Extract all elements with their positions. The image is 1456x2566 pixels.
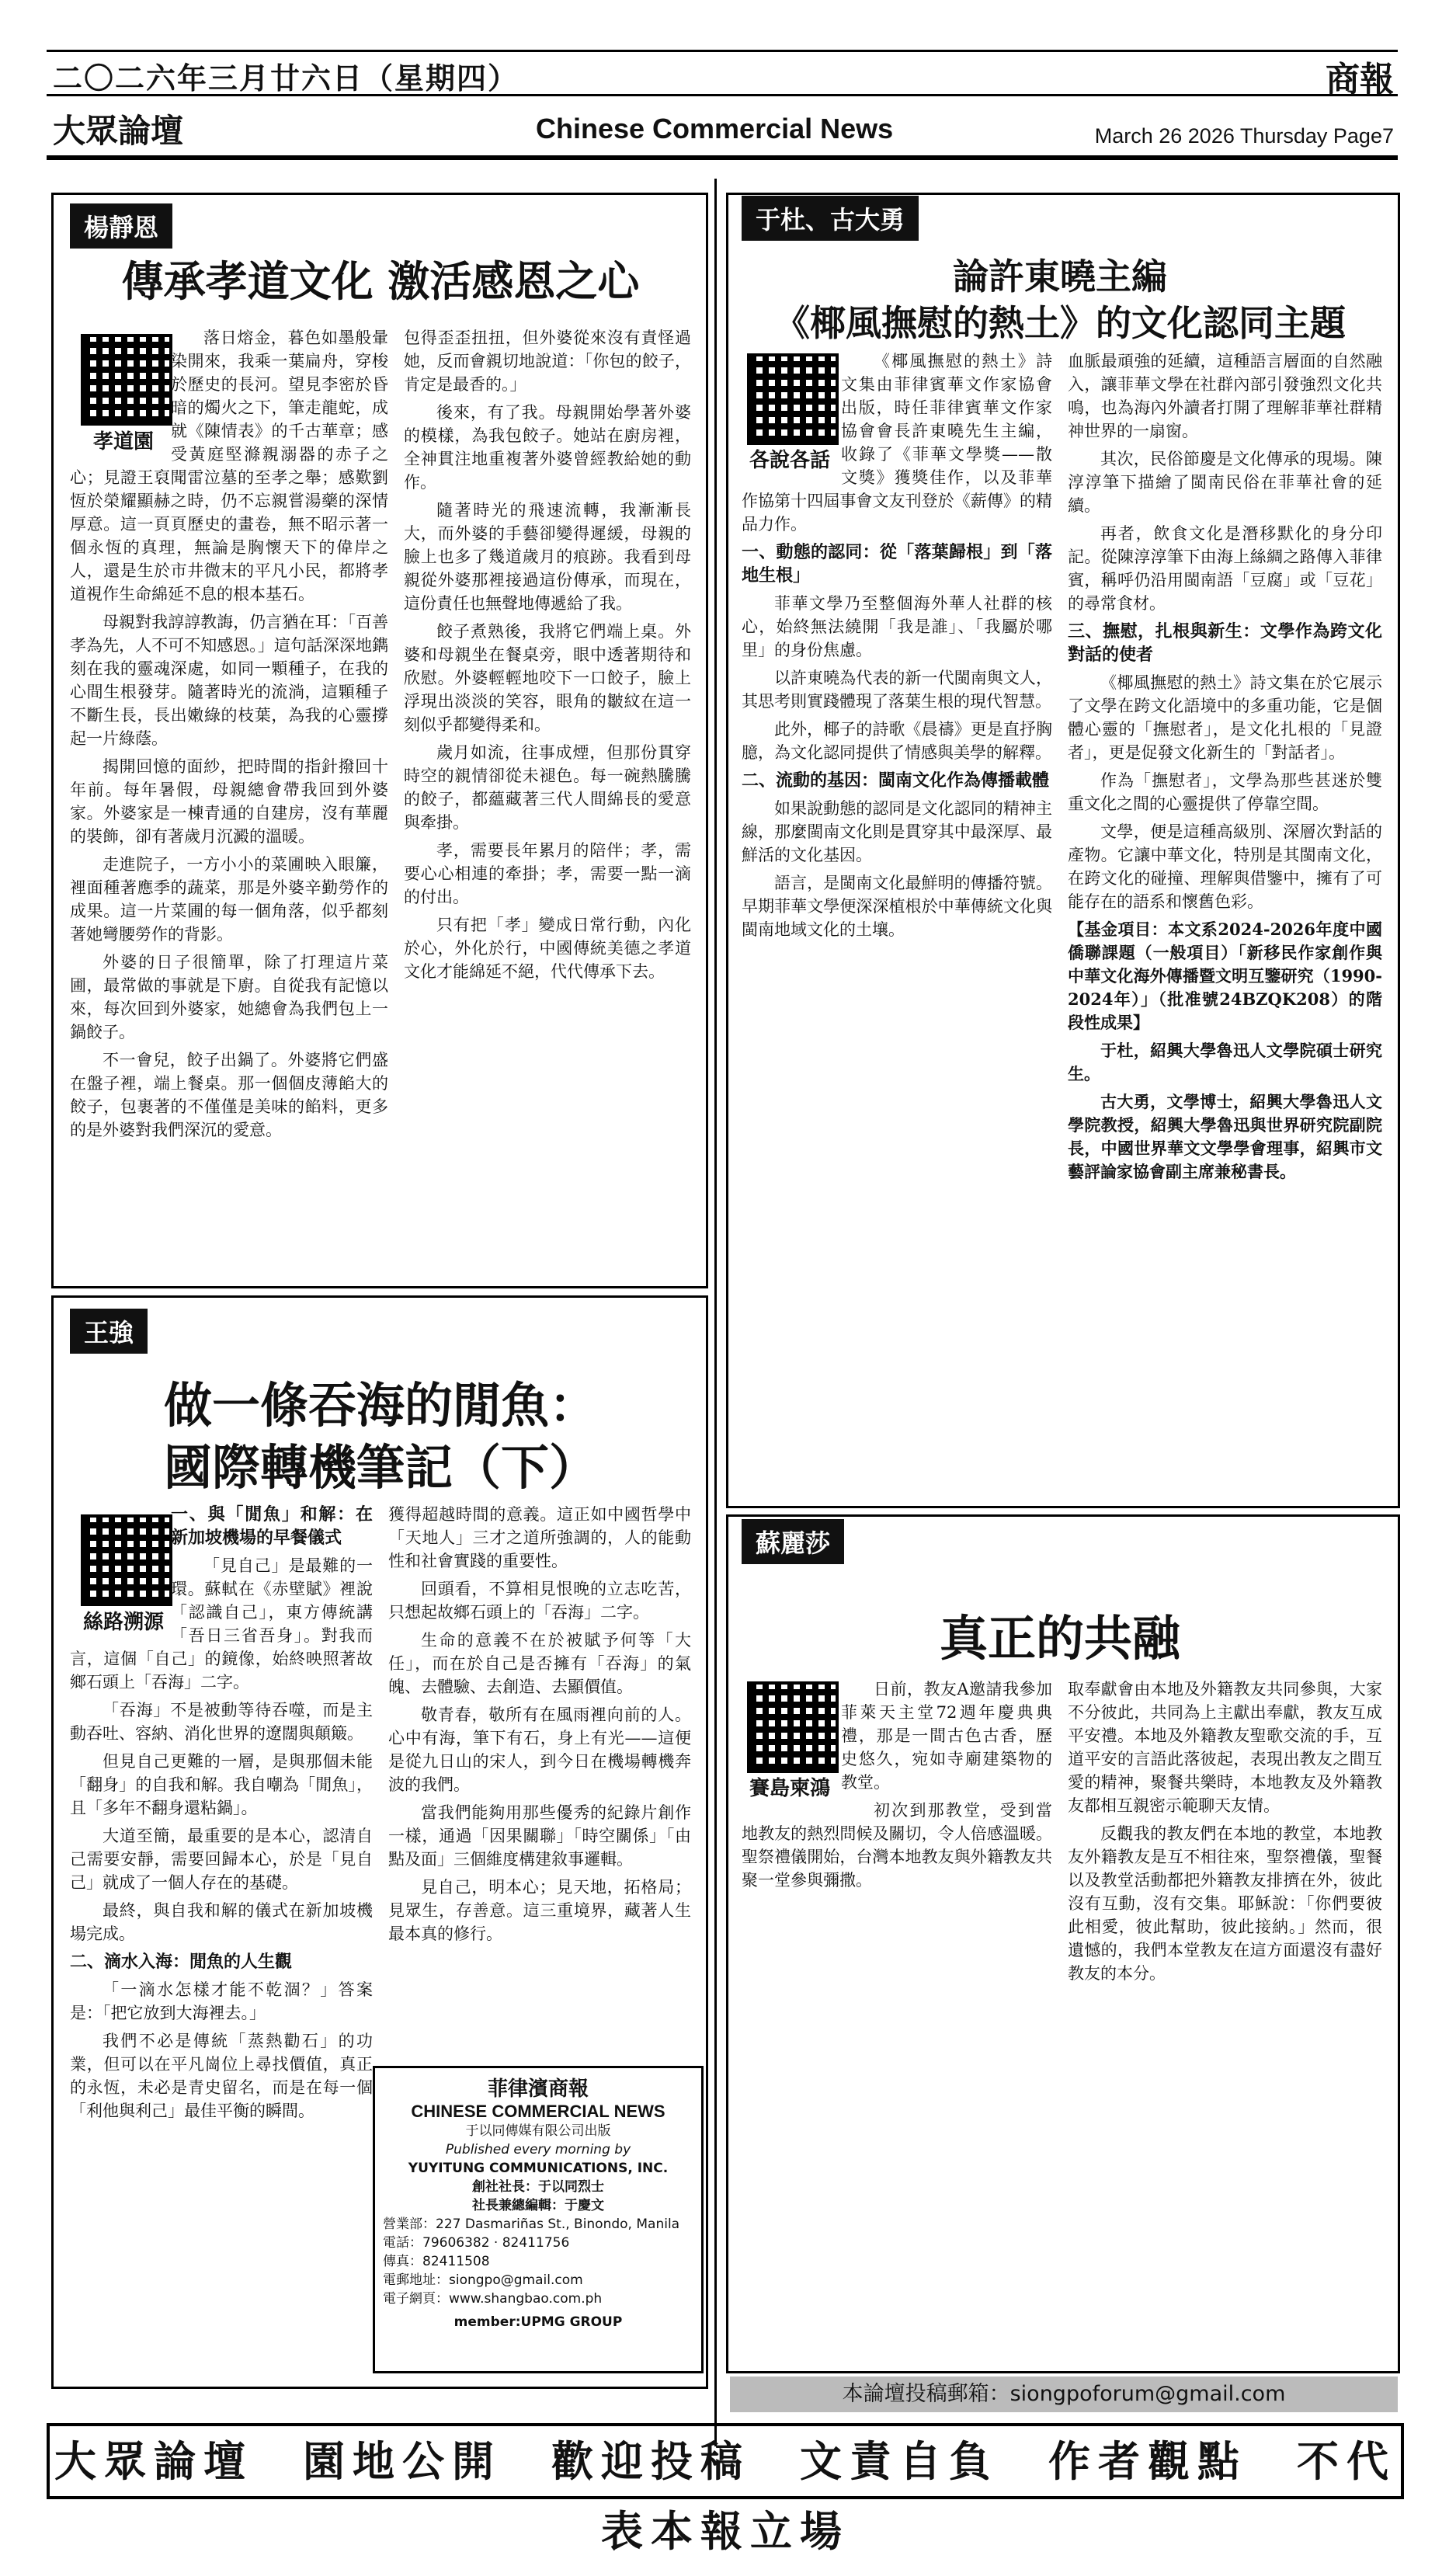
paragraph: 「見自己」是最難的一環。蘇軾在《赤壁賦》裡說「認識自己」，東方傳統講「吾日三省吾身」。對我而言，這個「自己」的鏡像，始終映照著故鄉石頭上「吞海」二字。 bbox=[70, 1556, 373, 1692]
article-2-qr-label: 絲路溯源 bbox=[82, 1611, 164, 1634]
article-2-body-left bbox=[70, 1503, 373, 2373]
english-paper-name: Chinese Commercial News bbox=[536, 113, 894, 144]
header-rule bbox=[47, 155, 1398, 160]
footer-slogan-bar: 大眾論壇 園地公開 歡迎投稿 文責自負 作者觀點 不代表本報立場 bbox=[47, 2423, 1404, 2499]
paragraph: 血脈最頑強的延續，這種語言層面的自然融入，讓菲華文學在社群內部引發強烈文化共鳴，也為海內外讀者打開了理解菲華社群精神世界的一扇窗。 bbox=[1068, 352, 1382, 440]
paragraph: 最終，與自我和解的儀式在新加坡機場完成。 bbox=[70, 1901, 373, 1943]
paragraph: 其次，民俗節慶是文化傳承的現場。陳淳淳筆下描繪了閩南民俗在菲華社會的延續。 bbox=[1068, 450, 1382, 515]
masthead-company: YUYITUNG COMMUNICATIONS, INC. bbox=[408, 2161, 669, 2176]
masthead-title: 菲律濱商報 bbox=[487, 2077, 589, 2101]
page-info: March 26 2026 Thursday Page7 bbox=[1094, 124, 1394, 148]
paragraph: 母親對我諄諄教誨，仍言猶在耳：「百善孝為先，人不可不知感恩。」這句話深深地鐫刻在我的靈魂深處，如同一顆種子，在我的心間生根發芽。隨著時光的流淌，這顆種子不斷生長，長出嫩綠的枝葉，為我的心靈撐起一片綠蔭。 bbox=[70, 613, 388, 748]
paragraph: 獲得超越時間的意義。這正如中國哲學中「天地人」三才之道所強調的，人的能動性和社會實踐的重要性。 bbox=[388, 1505, 691, 1570]
paragraph: 餃子煮熟後，我將它們端上桌。外婆和母親坐在餐桌旁，眼中透著期待和欣慰。外婆輕輕地咬下一口餃子，臉上浮現出淡淡的笑容，眼角的皺紋在這一刻似乎都變得柔和。 bbox=[404, 622, 691, 734]
article-4-headline: 真正的共融 bbox=[939, 1610, 1180, 1667]
author-bio: 于杜，紹興大學魯迅人文學院碩士研究生。 bbox=[1068, 1041, 1382, 1083]
paragraph: 文學，便是這種高級別、深層次對話的產物。它讓中華文化，特別是其閩南文化，在跨文化的碰撞、理解與借鑒中，擁有了可能存在的語系和懷舊色彩。 bbox=[1068, 822, 1382, 911]
paragraph: 「吞海」不是被動等待吞噬，而是主動吞吐、容納、消化世界的遼闊與顛簸。 bbox=[70, 1701, 373, 1743]
article-1-body-right bbox=[404, 326, 691, 1274]
masthead-email: 電郵地址：siongpo@gmail.com bbox=[383, 2272, 583, 2288]
article-3-headline-line2: 《椰風撫慰的熱土》的文化認同主題 bbox=[774, 302, 1346, 344]
masthead-english: CHINESE COMMERCIAL NEWS bbox=[411, 2102, 665, 2121]
paragraph: 大道至簡，最重要的是本心，認清自己需要安靜，需要回歸本心，於是「見自己」就成了一個人存在的基礎。 bbox=[70, 1827, 373, 1892]
paragraph: 敬青春，敬所有在風雨裡向前的人。心中有海，筆下有石，身上有光——這便是從九日山的宋人，到今日在機場轉機奔波的我們。 bbox=[388, 1705, 691, 1794]
paragraph: 包得歪歪扭扭，但外婆從來沒有責怪過她，反而會親切地說道：「你包的餃子，肯定是最香的。」 bbox=[404, 329, 691, 394]
article-2-author: 王強 bbox=[70, 1309, 148, 1354]
masthead-phone: 電話：79606382 · 82411756 bbox=[383, 2235, 570, 2251]
paragraph: 如果說動態的認同是文化認同的精神主線，那麼閩南文化則是貫穿其中最深厚、最鮮活的文化基因。 bbox=[742, 799, 1052, 864]
paragraph: 不一會兒，餃子出鍋了。外婆將它們盛在盤子裡，端上餐桌。那一個個皮薄餡大的餃子，包裹著的不僅僅是美味的餡料，更多的是外婆對我們深沉的愛意。 bbox=[70, 1051, 388, 1139]
funding-note: 【基金項目：本文系2024-2026年度中國僑聯課題（一般項目）「新移民作家創作與中華文化海外傳播暨文明互鑒研究（1990-2024年）」（批准號24BZQK208）的階段性成果】 bbox=[1068, 920, 1382, 1032]
paragraph: 以許東曉為代表的新一代閩南與文人，其思考則實踐體現了落葉生根的現代智慧。 bbox=[742, 669, 1052, 711]
article-3-headline-line1: 論許東曉主編 bbox=[953, 256, 1167, 297]
paragraph: 歲月如流，往事成煙，但那份貫穿時空的親情卻從未褪色。每一碗熱騰騰的餃子，都蘊藏著三代人間綿長的愛意與牽掛。 bbox=[404, 743, 691, 832]
paragraph: 孝，需要長年累月的陪伴；孝，需要心心相連的牽掛；孝，需要一點一滴的付出。 bbox=[404, 841, 691, 906]
paragraph: 隨著時光的飛速流轉，我漸漸長大，而外婆的手藝卻變得遲緩，母親的臉上也多了幾道歲月的痕跡。我看到母親從外婆那裡接過這份傳承，而現在，這份責任也無聲地傳遞給了我。 bbox=[404, 501, 691, 613]
masthead-address: 營業部：227 Dasmariñas St., Binondo, Manila bbox=[383, 2217, 680, 2232]
article-4-author: 蘇麗莎 bbox=[742, 1519, 844, 1564]
masthead-publisher: 于以同傳媒有限公司出版 bbox=[465, 2123, 611, 2139]
masthead-website: 電子網頁：www.shangbao.com.ph bbox=[383, 2291, 603, 2307]
paragraph: 生命的意義不在於被賦予何等「大任」，而在於自己是否擁有「吞海」的氣魄、去體驗、去創造、去顯價值。 bbox=[388, 1631, 691, 1696]
paragraph: 取奉獻會由本地及外籍教友共同參與，大家不分彼此，共同為上主獻出奉獻，教友互成平安禮。本地及外籍教友聖歌交流的手，互道平安的言語此落彼起，表現出教友之間互愛的精神，聚餐共樂時，本地教友及外籍教友都相互親密示範聊天友情。 bbox=[1068, 1680, 1382, 1815]
paragraph: 反觀我的教友們在本地的教堂，本地教友外籍教友是互不相往來，聖祭禮儀，聖餐以及教堂活動都把外籍教友排擠在外，彼此沒有互動，沒有交集。耶穌說：「你們要彼此相愛，彼此幫助，彼此接納。」然而，很遺憾的，我們本堂教友在這方面還沒有盡好教友的本分。 bbox=[1068, 1824, 1382, 1983]
paragraph: 後來，有了我。母親開始學著外婆的模樣，為我包餃子。她站在廚房裡，全神貫注地重複著外婆曾經教給她的動作。 bbox=[404, 403, 691, 492]
article-2-body-right bbox=[388, 1503, 691, 2046]
masthead-published-by: Published every morning by bbox=[445, 2142, 631, 2157]
paragraph: 《椰風撫慰的熱土》詩文集在於它展示了文學在跨文化語境中的多重功能，它是個體心靈的「撫慰者」，是文化扎根的「見證者」，更是促發文化新生的「對話者」。 bbox=[1068, 673, 1382, 762]
article-3-author: 于杜、古大勇 bbox=[742, 196, 919, 241]
article-4-qr-label: 賽島柬鴻 bbox=[749, 1777, 830, 1800]
article-2-subhead-2: 二、滴水入海：閒魚的人生觀 bbox=[70, 1952, 293, 1972]
article-1-headline: 傳承孝道文化 激活感恩之心 bbox=[121, 257, 640, 306]
paper-name: 商報 bbox=[1326, 60, 1394, 99]
paragraph: 但見自己更難的一層，是與那個未能「翻身」的自我和解。我自嘲為「閒魚」，且「多年不翻身還粘鍋」。 bbox=[70, 1752, 373, 1817]
paragraph: 語言，是閩南文化最鮮明的傳播符號。早期菲華文學便深深植根於中華傳統文化與閩南地域文化的土壤。 bbox=[742, 874, 1052, 939]
paragraph: 走進院子，一方小小的菜圃映入眼簾，裡面種著應季的蔬菜，那是外婆辛勤勞作的成果。這一片菜圃的每一個角落，似乎都刻著她彎腰勞作的背影。 bbox=[70, 855, 388, 944]
paragraph: 我們不必是傳統「蒸熱勸石」的功業，但可以在平凡崗位上尋找價值，真正的永恆，未必是青史留名，而是在每一個「利他與利己」最佳平衡的瞬間。 bbox=[70, 2032, 373, 2120]
paragraph: 《椰風撫慰的熱土》詩文集由菲律賓華文作家協會出版，時任菲律賓華文作家協會會長許東曉先生主編，收錄了《菲華文學獎——散文獎》獲獎佳作，以及菲華作協第十四屆事會文友刊登於《薪傳》的精品力作。 bbox=[742, 352, 1052, 534]
article-3-qr-label: 各說各話 bbox=[749, 449, 830, 472]
paragraph: 作為「撫慰者」，文學為那些甚迷於雙重文化之間的心靈提供了停靠空間。 bbox=[1068, 771, 1382, 813]
article-4-body-left bbox=[742, 1678, 1052, 2361]
column-divider bbox=[714, 179, 717, 2446]
article-1-body-left bbox=[70, 326, 388, 1274]
paragraph: 外婆的日子很簡單，除了打理這片菜圃，最常做的事就是下廚。自從我有記憶以來，每次回到外婆家，她總會為我們包上一鍋餃子。 bbox=[70, 953, 388, 1041]
paragraph: 此外，椰子的詩歌《晨禱》更是直抒胸臆，為文化認同提供了情感與美學的解釋。 bbox=[742, 720, 1052, 762]
article-4-body-right bbox=[1068, 1678, 1382, 2361]
paragraph: 當我們能夠用那些優秀的紀錄片創作一樣，通過「因果關聯」「時空關係」「由點及面」三個維度構建敘事邏輯。 bbox=[388, 1803, 691, 1869]
article-2-subhead-1: 一、與「閒魚」和解：在新加坡機場的早餐儀式 bbox=[171, 1504, 373, 1548]
paragraph: 回頭看，不算相見恨晚的立志吃苦，只想起故鄉石頭上的「吞海」二字。 bbox=[388, 1580, 691, 1622]
article-2-headline-line2: 國際轉機筆記（下） bbox=[163, 1439, 597, 1496]
article-3-subhead-3: 三、撫慰，扎根與新生：文學作為跨文化對話的使者 bbox=[1068, 621, 1382, 665]
masthead-member: member:UPMG GROUP bbox=[453, 2314, 623, 2330]
masthead-box bbox=[373, 2066, 704, 2373]
paragraph: 「一滴水怎樣才能不乾涸？」答案是：「把它放到大海裡去。」 bbox=[70, 1980, 373, 2022]
issue-date: 二〇二六年三月廿六日（星期四） bbox=[53, 61, 520, 96]
masthead-founder: 創社社長：于以同烈士 bbox=[472, 2179, 604, 2195]
article-2-headline-line1: 做一條吞海的閒魚： bbox=[163, 1377, 597, 1434]
paragraph: 日前，教友A邀請我參加菲萊天主堂72週年慶典典禮，那是一間古色古香，歷史悠久，宛如寺廟建築物的教堂。 bbox=[841, 1680, 1052, 1792]
masthead-chairman: 社長兼總編輯：于慶文 bbox=[472, 2198, 604, 2213]
article-1-qr-label: 孝道園 bbox=[92, 430, 154, 454]
article-1-author: 楊靜恩 bbox=[70, 203, 172, 249]
paragraph: 菲華文學乃至整個海外華人社群的核心，始終無法繞開「我是誰」、「我屬於哪里」的身份焦慮。 bbox=[742, 594, 1052, 659]
article-3-subhead-2: 二、流動的基因：閩南文化作為傳播載體 bbox=[742, 770, 1050, 791]
author-bio: 古大勇，文學博士，紹興大學魯迅人文學院教授，紹興大學魯迅與世界研究院副院長，中國世界華文文學學會理事，紹興市文藝評論家協會副主席兼秘書長。 bbox=[1068, 1092, 1382, 1181]
paragraph: 初次到那教堂，受到當地教友的熱烈問候及關切，令人倍感溫暖。聖祭禮儀開始，台灣本地教友與外籍教友共聚一堂參與彌撒。 bbox=[742, 1801, 1052, 1890]
paragraph: 落日熔金，暮色如墨般暈染開來，我乘一葉扁舟，穿梭於歷史的長河。望見李密於昏暗的燭火之下，筆走龍蛇，成就《陳情表》的千古華章；感受黃庭堅滌親溺器的赤子之心；見證王裒聞雷泣墓的至孝之舉；感歎劉恆於榮耀顯赫之時，仍不忘親嘗湯藥的深情厚意。這一頁頁歷史的畫卷，無不昭示著一個永恆的真理，無論是胸懷天下的偉岸之人，還是生於市井微末的平凡小民，都將孝道視作生命綿延不息的根本基石。 bbox=[70, 329, 388, 603]
article-3-subhead-1: 一、動態的認同：從「落葉歸根」到「落地生根」 bbox=[742, 542, 1052, 586]
paragraph: 只有把「孝」變成日常行動，內化於心，外化於行，中國傳統美德之孝道文化才能綿延不絕，代代傳承下去。 bbox=[404, 916, 691, 981]
masthead-fax: 傳真：82411508 bbox=[383, 2254, 490, 2269]
article-3-body-left bbox=[742, 349, 1052, 1491]
paragraph: 再者，飲食文化是潛移默化的身分印記。從陳淳淳筆下由海上絲綢之路傳入菲律賓，稱呼仍沿用閩南語「豆腐」或「豆花」的尋常食材。 bbox=[1068, 524, 1382, 613]
section-title: 大眾論壇 bbox=[53, 112, 184, 150]
article-3-body-right bbox=[1068, 349, 1382, 1491]
paragraph: 見自己，明本心；見天地，拓格局；見眾生，存善意。這三重境界，藏著人生最本真的修行。 bbox=[388, 1878, 691, 1943]
paragraph: 揭開回憶的面紗，把時間的指針撥回十年前。每年暑假，母親總會帶我回到外婆家。外婆家是一棟青通的自建房，沒有華麗的裝飾，卻有著歲月沉澱的溫暖。 bbox=[70, 757, 388, 846]
submission-email-bar[interactable]: 本論壇投稿郵箱：siongpoforum@gmail.com bbox=[730, 2377, 1398, 2412]
